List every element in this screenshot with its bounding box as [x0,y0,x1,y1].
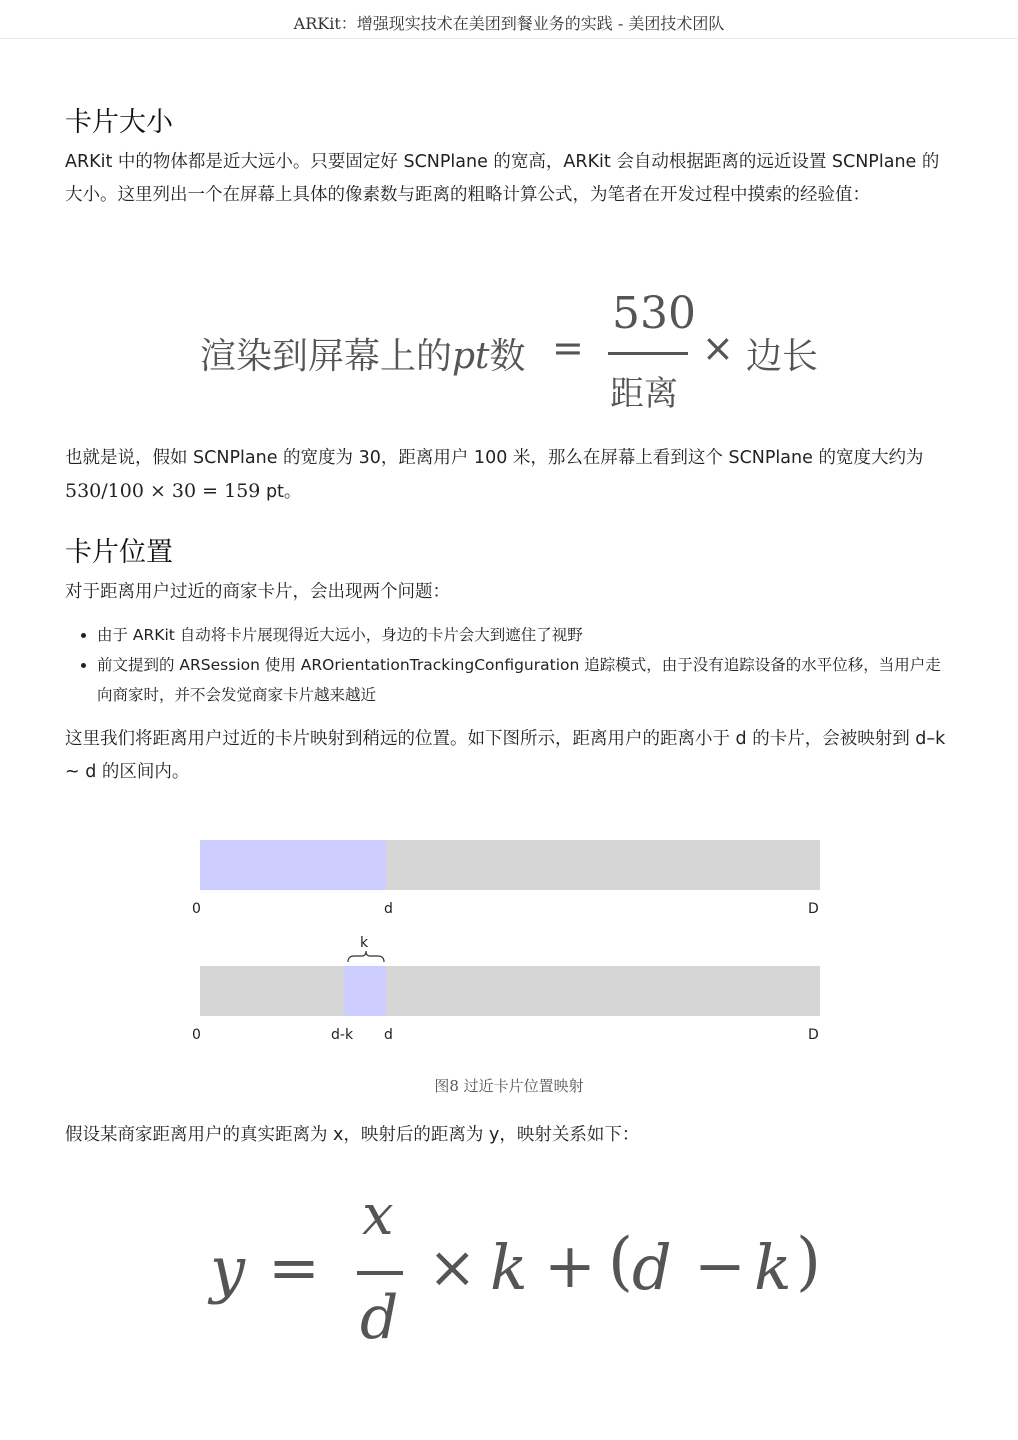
formula2-num: x [362,1183,394,1248]
formula2-minus: − [694,1229,746,1302]
paragraph-mapping-relation: 假设某商家距离用户的真实距离为 x，映射后的距离为 y，映射关系如下： [65,1125,640,1145]
section-heading-card-size: 卡片大小 [65,107,173,138]
formula2-open-paren: ( [608,1225,633,1299]
example-math: 530/100 × 30 = 159 [65,480,261,502]
formula-lhs-var: pt [452,336,490,377]
formula2-close-paren: ) [796,1225,821,1299]
formula2-fraction-bar [357,1271,403,1275]
formula-lhs [200,328,526,379]
paragraph-card-size-example [65,442,955,509]
formula2-k: k [490,1231,528,1304]
bottom-label-d: d [384,1027,393,1043]
formula-numerator: 530 [612,288,696,339]
formula-denominator: 距离 [610,374,678,414]
example-text-b: pt。 [260,482,302,502]
formula-lhs-suffix: 数 [489,336,526,377]
bottom-label-big-d: D [808,1027,819,1043]
list-item: • 前文提到的 ARSession 使用 AROrientationTrackingConfiguration 追踪模式，由于没有追踪设备的水平位移，当用户走向商家时，并不会发觉商家卡片越来越近 [97,650,955,710]
bottom-label-zero: 0 [192,1027,201,1043]
example-text-a: 也就是说，假如 SCNPlane 的宽度为 30，距离用户 100 米，那么在屏幕上看到这个 SCNPlane 的宽度大约为 [65,448,924,468]
top-label-zero: 0 [192,901,201,917]
list-item: • 由于 ARKit 自动将卡片展现得近大远小，身边的卡片会大到遮住了视野 [97,620,955,650]
fraction-bar [608,352,688,355]
top-label-d: d [384,901,393,917]
paragraph-mapping-explanation: 这里我们将距离用户过近的卡片映射到稍远的位置。如下图所示，距离用户的距离小于 d 的卡片，会被映射到 d–k ~ d 的区间内。 [65,729,946,782]
formula2-d: d [632,1231,672,1304]
bottom-label-d-minus-k: d-k [331,1027,354,1043]
formula-times: × [702,326,734,370]
page-header-title: ARKit：增强现实技术在美团到餐业务的实践 - 美团技术团队 [293,14,725,33]
formula-rhs: 边长 [746,336,819,377]
k-label: k [360,935,369,951]
bottom-bar-highlight [344,966,386,1016]
top-bar-highlight [200,840,386,890]
section-heading-card-position: 卡片位置 [65,537,173,568]
paragraph-card-size-intro: ARKit 中的物体都是近大远小。只要固定好 SCNPlane 的宽高，ARKit 会自动根据距离的远近设置 SCNPlane 的大小。这里列出一个在屏幕上具体的像素数与距离的粗略计算公式，为笔者在开发过程中摸索的经验值： [65,152,940,205]
figure-caption: 图8 过近卡片位置映射 [434,1077,584,1095]
paragraph-card-position-intro: 对于距离用户过近的商家卡片，会出现两个问题： [65,582,450,602]
k-brace-icon [346,950,386,964]
mapping-formula [210,1183,830,1355]
formula2-y: y [210,1233,246,1306]
formula2-plus: + [544,1229,596,1302]
formula2-times: × [428,1233,477,1301]
formula2-den: d [360,1283,399,1353]
problem-list [65,620,955,710]
mapping-figure [190,835,830,1055]
pixel-size-formula [200,280,840,420]
formula2-eq: = [268,1231,320,1304]
bottom-bar [200,966,820,1016]
formula-equals: = [552,326,584,370]
top-label-big-d: D [808,901,819,917]
page-header [0,0,1018,39]
formula-lhs-text: 渲染到屏幕上的 [200,336,453,377]
formula2-k2: k [754,1231,792,1304]
